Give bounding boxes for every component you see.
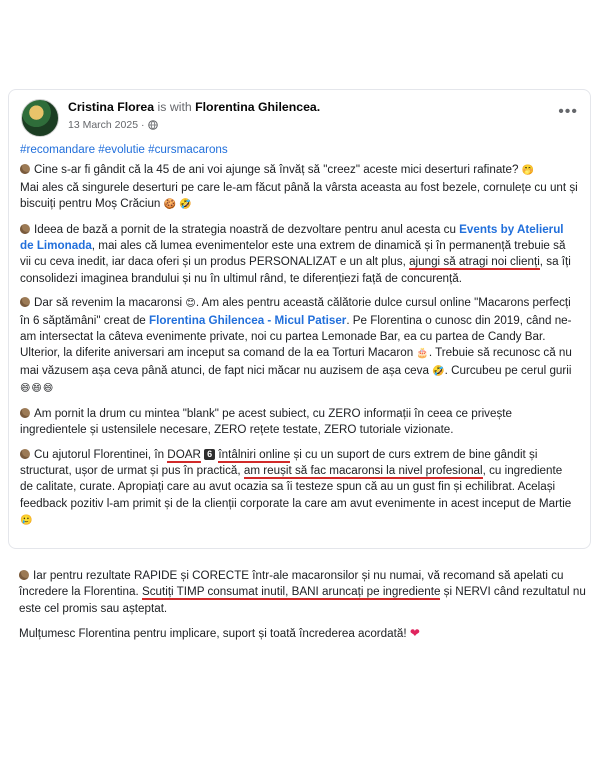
tagged-name[interactable]: Florentina Ghilencea. — [195, 100, 321, 114]
paragraph-6 — [19, 568, 589, 617]
hashtags — [20, 142, 578, 158]
paragraph-3 — [20, 295, 578, 397]
p5b-text: și cu un suport de curs extrem de bine gândit și structurat, ușor de urmat și pus în practică, — [20, 447, 538, 477]
p2a-text: Ideea de bază a pornit de la strategia noastră de dezvoltare pentru anul acesta cu — [34, 222, 456, 236]
laughing-face-icon: 🤣 — [432, 365, 445, 377]
paragraph-7 — [19, 625, 589, 642]
p3d-text: . Trebuie să recunosc că nu mai văzusem așa ceva până atunci, de fapt nici măcar nu auzisem de așa ceva — [20, 346, 572, 377]
micul-patiser-link[interactable]: Florentina Ghilencea - Micul Patiser — [149, 313, 347, 327]
keycap-six-icon: 6 — [204, 449, 215, 460]
post-header — [21, 99, 578, 141]
cookie-icon — [20, 408, 30, 418]
post-date[interactable]: 13 March 2025 · — [68, 119, 145, 131]
cookie-icon — [20, 297, 30, 307]
p2b-text: , mai ales că lumea evenimentelor este una extrem de dinamică și în permanență trebuie să vii cu ceva inedit, iar daca oferi și un produs PERSONALIZAT e un alt plus, — [20, 239, 566, 269]
pleading-face-icon: 🥲 — [20, 515, 33, 527]
underlined-only: DOAR — [167, 447, 201, 461]
p6a-text: Iar pentru rezultate RAPIDE și CORECTE într-ale macaronsilor și nu numai, vă recomand să apelati cu încredere la Florentina. — [19, 569, 564, 599]
smiling-face-icon: 😊 — [185, 298, 196, 310]
with-text: is with — [157, 100, 192, 114]
post-meta — [68, 119, 158, 131]
post-card — [8, 89, 591, 549]
smiling-faces-icon: 😄😄😄 — [20, 383, 55, 395]
post-body-continued — [19, 568, 589, 651]
p6b-text: și NERVI când rezultatul nu este cel promis sau așteptat. — [19, 585, 586, 615]
hashtag-3[interactable]: #cursmacarons — [148, 143, 228, 156]
thinking-face-icon: 🤭 — [521, 165, 535, 177]
hashtag-1[interactable]: #recomandare — [20, 143, 96, 156]
p3b-text: . Am ales pentru această călătorie dulce cursul online "Macarons perfecți în 6 săptămâni" creat de — [20, 296, 571, 327]
events-link[interactable]: Events by Atelierul de Limonada — [20, 222, 564, 253]
p2c-text: , sa îți consolidezi imaginea brandului și nu în ultimul rând, te diferențiezi față de concurență. — [20, 255, 571, 285]
globe-icon — [148, 120, 158, 130]
paragraph-5 — [20, 447, 578, 530]
underlined-new-clients: ajungi să atragi noi clienți — [409, 255, 540, 269]
cookie-emoji-icon: 🍪 — [163, 199, 177, 211]
p7-text: Mulțumesc Florentina pentru implicare, suport și toată încrederea acordată! — [19, 627, 407, 641]
underlined-professional: am reușit să fac macaronsi la nivel profesional — [243, 463, 483, 477]
more-options-icon[interactable]: ••• — [558, 103, 578, 120]
underlined-save-time: Scutiți TIMP consumat inutil, BANI aruncați pe ingrediente — [141, 585, 441, 599]
paragraph-4 — [20, 406, 578, 439]
p3a-text: Dar să revenim la macaronsi — [34, 296, 183, 310]
p3c-text: . Pe Florentina o cunosc din 2019, când ne-am intersectat la câteva evenimente private, noi cu partea Lemonade Bar, ea cu partea de Candy Bar. Ulterior, la diferite aniversari am inceput sa comand de la ea Torturi Macaron — [20, 313, 572, 360]
p5c-text: , cu ingrediente de calitate, curate. Apropiați care au avut ocazia sa îi testeze spun că au un gust fin și echilibrat. Același feedback pozitiv l-am primit și de la clienții corporate la care am avut evenimente in acest inceput de Martie — [20, 463, 572, 510]
p4-text: Am pornit la drum cu mintea "blank" pe acest subiect, cu ZERO informații în ceea ce privește ingredientele și ustensilele necesare, ZERO rețete testate, ZERO tutoriale vizionate. — [20, 406, 512, 437]
p5a-text: Cu ajutorul Florentinei, în — [34, 447, 165, 461]
paragraph-1 — [20, 162, 578, 213]
p3e-text: . Curcubeu pe cerul gurii — [444, 363, 572, 377]
hashtag-2[interactable]: #evolutie — [98, 143, 145, 156]
author-name[interactable]: Cristina Florea — [68, 100, 155, 114]
author-avatar[interactable] — [21, 99, 59, 137]
post-continuation — [8, 562, 600, 655]
author-line — [68, 100, 320, 114]
post-body — [20, 142, 578, 538]
laughing-face-icon: 🤣 — [179, 199, 192, 211]
underlined-online-meetings: întâlniri online — [218, 447, 291, 461]
p1-text: Cine s-ar fi gândit că la 45 de ani voi ajunge să învăț să "creez" aceste mici deserturi rafinate? — [34, 163, 519, 177]
p1b-text: Mai ales că singurele deserturi pe care le-am făcut până la vârsta aceasta au fost bezele, cornulețe cu unt și biscuiți pentru Moș Crăciun — [20, 180, 578, 211]
cookie-icon — [19, 570, 29, 580]
cookie-icon — [20, 164, 30, 174]
cookie-icon — [20, 449, 30, 459]
cookie-icon — [20, 224, 30, 234]
heart-icon: ❤ — [409, 626, 420, 641]
cake-icon: 🎂 — [416, 348, 429, 360]
paragraph-2 — [20, 222, 578, 288]
